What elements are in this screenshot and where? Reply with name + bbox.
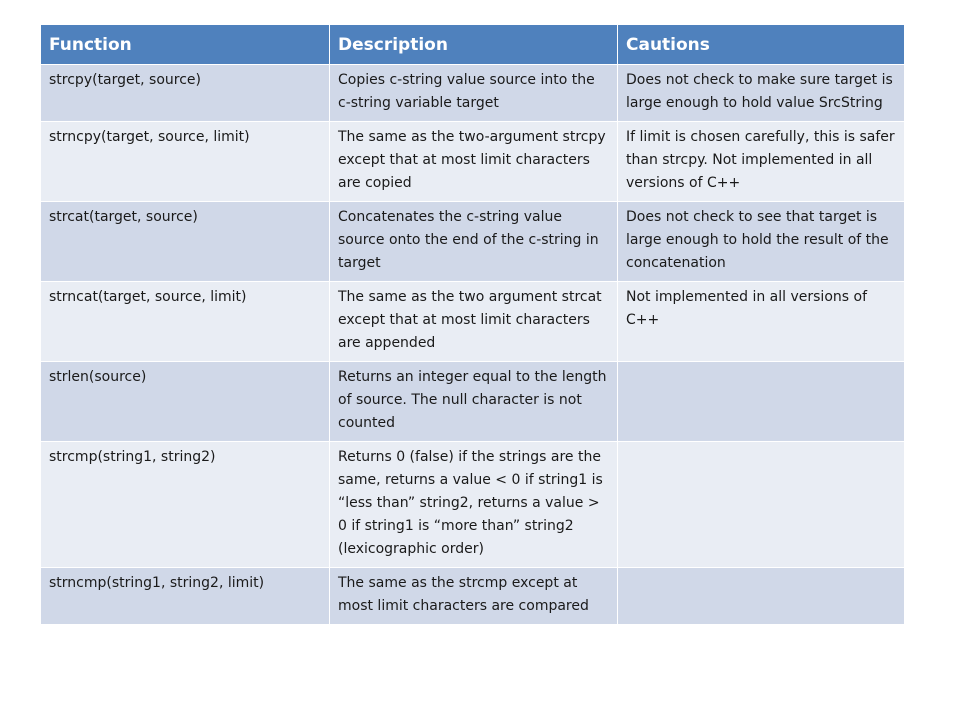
table-row [41, 282, 905, 362]
table-row [41, 65, 905, 122]
cell-function: strcat(target, source) [41, 202, 330, 282]
cell-function: strncpy(target, source, limit) [41, 122, 330, 202]
cell-function: strncat(target, source, limit) [41, 282, 330, 362]
table-row [41, 568, 905, 625]
cell-function: strncmp(string1, string2, limit) [41, 568, 330, 625]
cell-function: strlen(source) [41, 362, 330, 442]
table-row [41, 442, 905, 568]
header-cautions: Cautions [618, 25, 905, 65]
cell-cautions [618, 442, 905, 568]
cell-cautions [618, 362, 905, 442]
cell-description: Returns an integer equal to the length of source. The null character is not counted [330, 362, 618, 442]
cell-cautions: Not implemented in all versions of C++ [618, 282, 905, 362]
cstring-functions-table [40, 24, 905, 625]
cell-cautions: If limit is chosen carefully, this is safer than strcpy. Not implemented in all versions of C++ [618, 122, 905, 202]
cell-cautions: Does not check to make sure target is large enough to hold value SrcString [618, 65, 905, 122]
cell-description: Returns 0 (false) if the strings are the same, returns a value < 0 if string1 is “less than” string2, returns a value > 0 if string1 is “more than” string2 (lexicographic order) [330, 442, 618, 568]
cell-description: Concatenates the c-string value source onto the end of the c-string in target [330, 202, 618, 282]
cell-description: The same as the two-argument strcpy except that at most limit characters are copied [330, 122, 618, 202]
cell-description: The same as the two argument strcat except that at most limit characters are appended [330, 282, 618, 362]
header-description: Description [330, 25, 618, 65]
cell-function: strcmp(string1, string2) [41, 442, 330, 568]
header-function: Function [41, 25, 330, 65]
cell-cautions: Does not check to see that target is large enough to hold the result of the concatenation [618, 202, 905, 282]
cell-cautions [618, 568, 905, 625]
cell-description: The same as the strcmp except at most limit characters are compared [330, 568, 618, 625]
table-row [41, 122, 905, 202]
cell-function: strcpy(target, source) [41, 65, 330, 122]
cell-description: Copies c-string value source into the c-string variable target [330, 65, 618, 122]
table-row [41, 362, 905, 442]
table-header-row [41, 25, 905, 65]
table-row [41, 202, 905, 282]
